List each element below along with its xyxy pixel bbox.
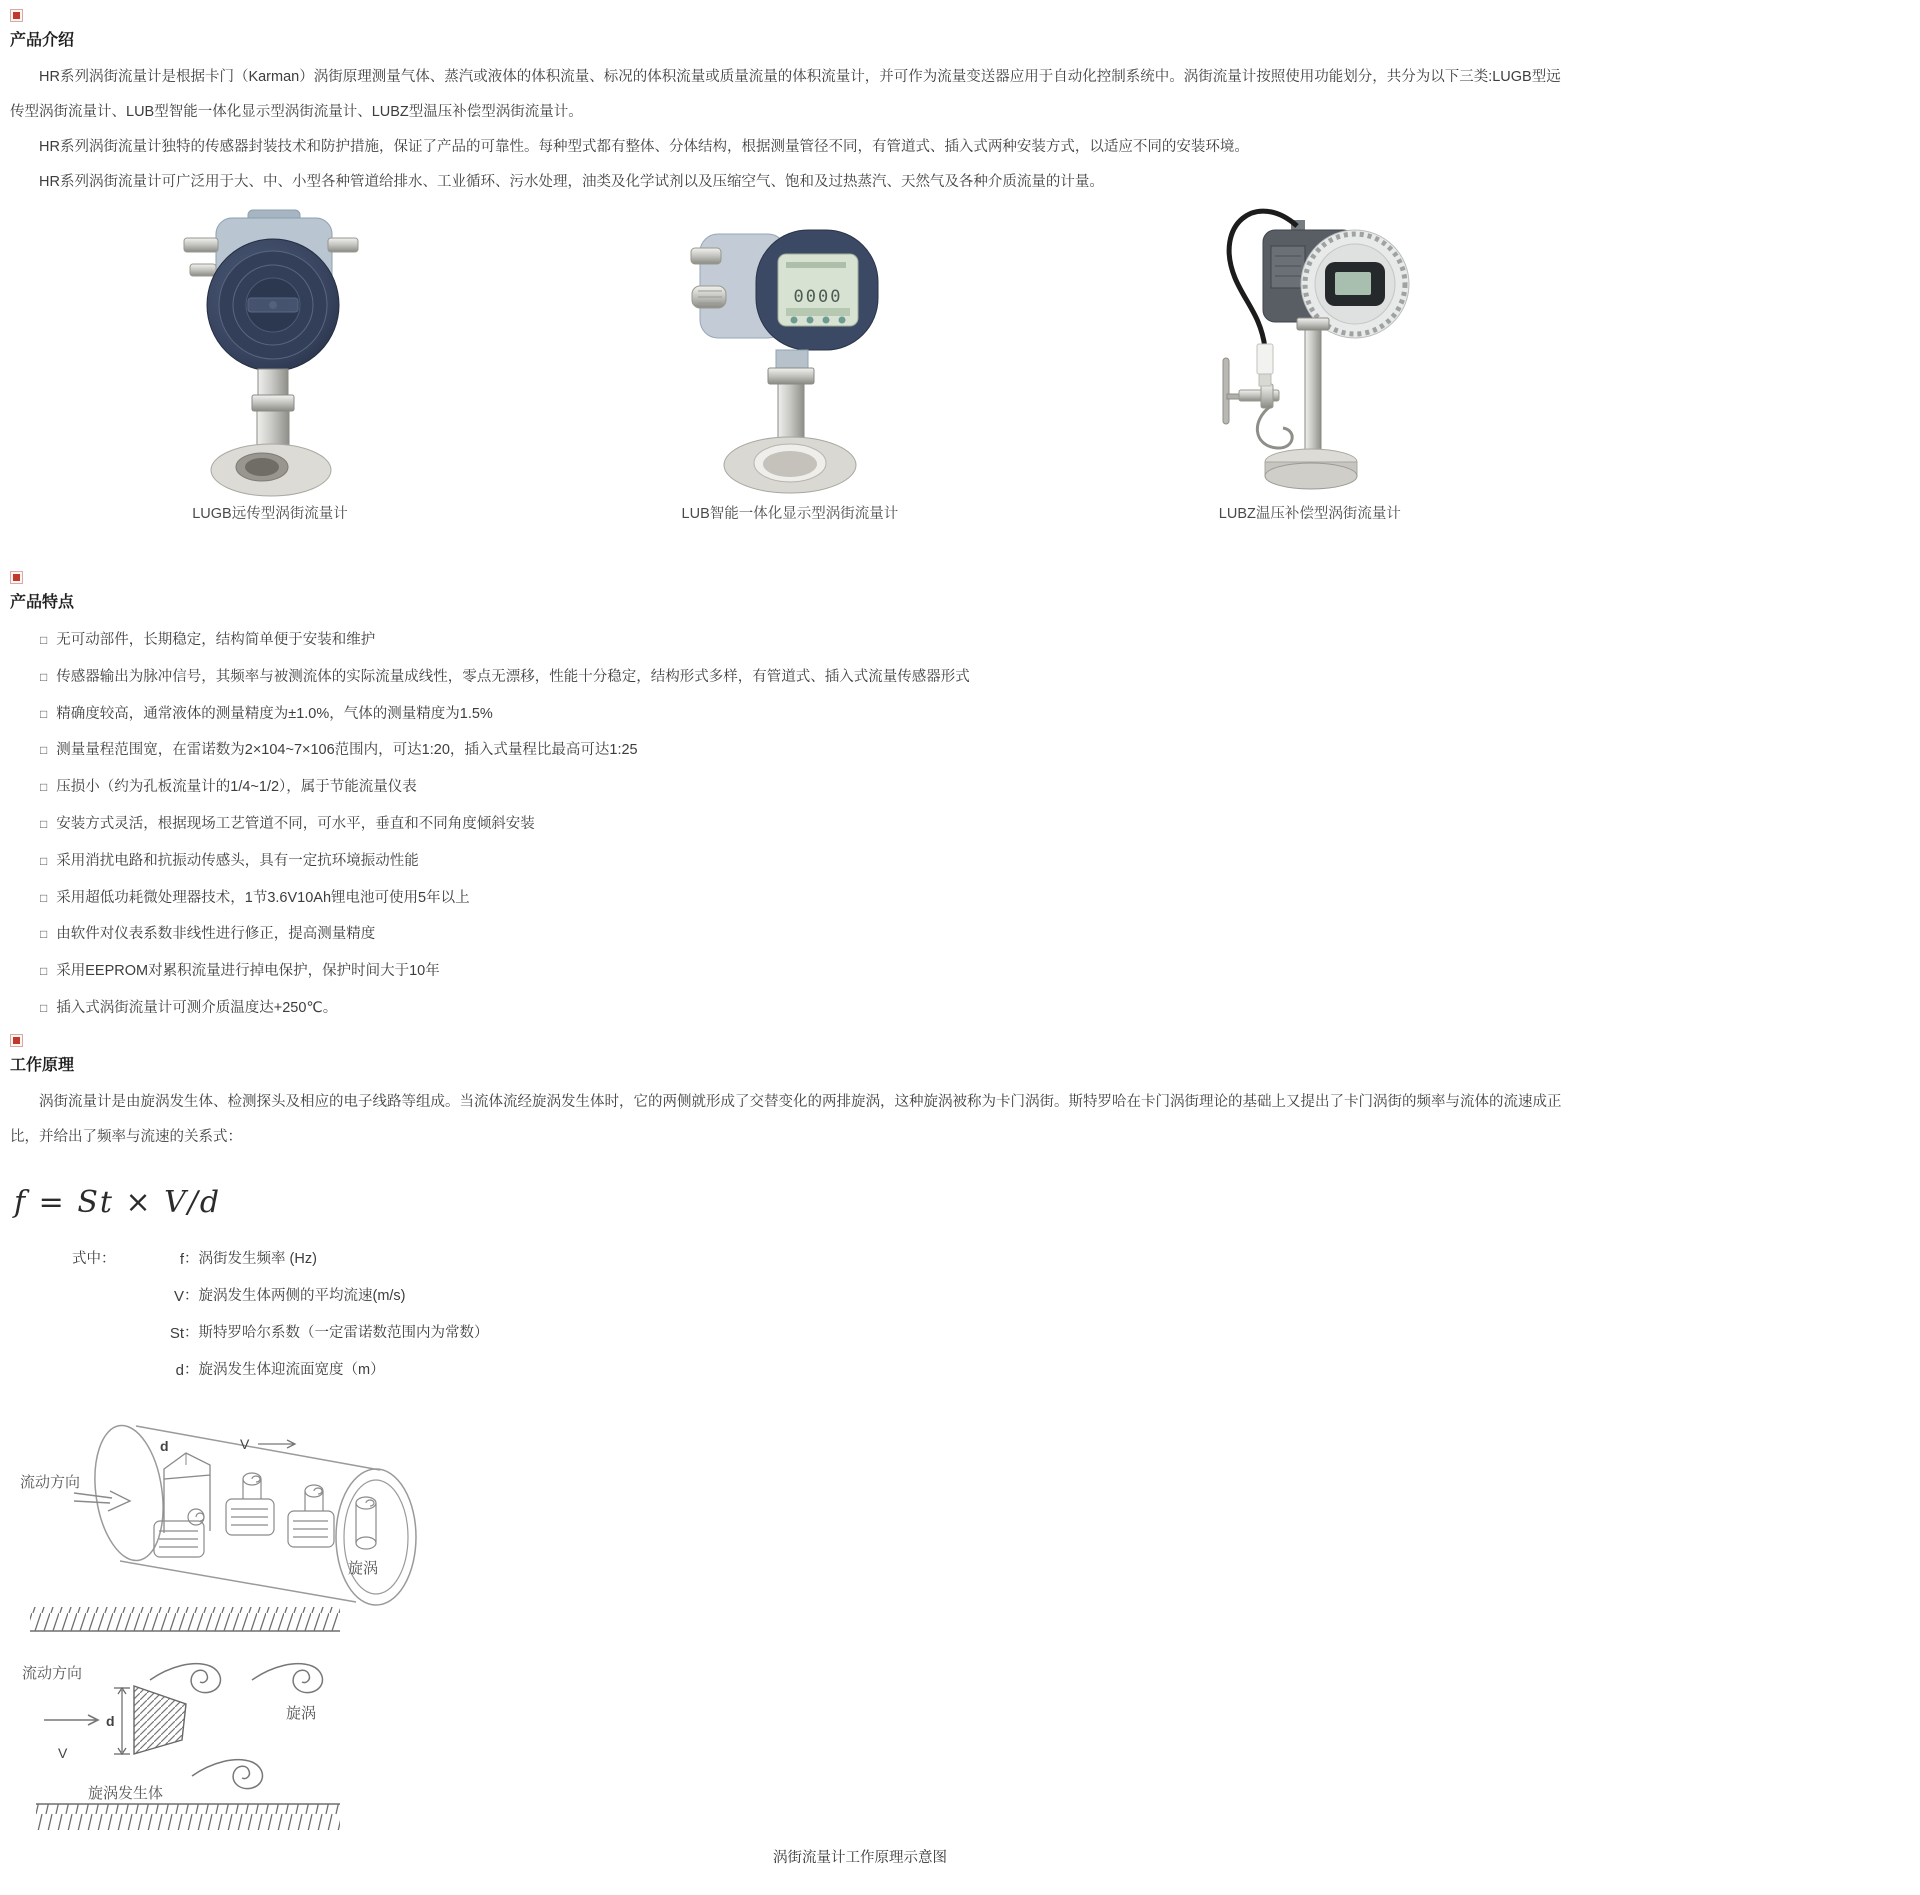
feature-text: 由软件对仪表系数非线性进行修正，提高测量精度 xyxy=(56,926,376,943)
square-bullet-icon: □ xyxy=(40,890,48,905)
vortex-label: 旋涡 xyxy=(348,1559,379,1577)
product-caption: LUGB远传型涡街流量计 xyxy=(192,506,348,522)
bluff-body-diagram xyxy=(14,1658,1570,1839)
intro-heading: 产品介绍 xyxy=(10,32,75,49)
product-caption: LUBZ温压补偿型涡街流量计 xyxy=(1218,506,1401,522)
feature-text: 采用超低功耗微处理器技术，1节3.6V10Ah锂电池可使用5年以上 xyxy=(56,889,470,906)
square-bullet-icon: □ xyxy=(40,669,48,684)
formula-definitions xyxy=(72,1241,1570,1389)
broken-image-icon xyxy=(10,1034,23,1047)
definition-row: V ：旋涡发生体两侧的平均流速(m/s) xyxy=(173,1287,406,1305)
feature-text: 采用消扰电路和抗振动传感头，具有一定抗环境振动性能 xyxy=(56,852,419,869)
section-marker-row xyxy=(10,6,1570,26)
lugb-flowmeter-photo xyxy=(170,206,370,498)
product-card-lugb xyxy=(10,206,530,530)
diagram-caption: 涡街流量计工作原理示意图 xyxy=(773,1849,947,1866)
feature-item xyxy=(40,806,1570,843)
definition-row: 式中： f ：涡街发生频率 (Hz) xyxy=(72,1250,317,1268)
feature-item xyxy=(40,659,1570,696)
feature-item xyxy=(40,953,1570,990)
d-label: d xyxy=(106,1712,115,1729)
feature-text: 压损小（约为孔板流量计的1/4~1/2），属于节能流量仪表 xyxy=(56,779,417,796)
v-label: V xyxy=(240,1435,250,1452)
broken-image-icon xyxy=(10,571,23,584)
intro-paragraph: HR系列涡街流量计可广泛用于大、中、小型各种管道给排水、工业循环、污水处理，油类及化学试剂以及压缩空气、饱和及过热蒸汽、天然气及各种介质流量的计量。 xyxy=(39,174,1104,190)
product-gallery xyxy=(10,206,1570,530)
feature-text: 传感器输出为脉冲信号，其频率与被测流体的实际流量成线性，零点无漂移，性能十分稳定，结构形式多样，有管道式、插入式流量传感器形式 xyxy=(56,668,970,685)
feature-text: 精确度较高，通常液体的测量精度为±1.0%，气体的测量精度为1.5% xyxy=(56,705,493,722)
square-bullet-icon: □ xyxy=(40,927,48,942)
lubz-flowmeter-photo xyxy=(1205,206,1415,498)
square-bullet-icon: □ xyxy=(40,706,48,721)
square-bullet-icon: □ xyxy=(40,816,48,831)
feature-item xyxy=(40,880,1570,917)
flow-direction-label: 流动方向 xyxy=(22,1664,83,1682)
square-bullet-icon: □ xyxy=(40,780,48,795)
feature-item xyxy=(40,990,1570,1027)
feature-text: 插入式涡街流量计可测介质温度达+250℃。 xyxy=(56,999,338,1016)
feature-item xyxy=(40,916,1570,953)
vortex-label: 旋涡 xyxy=(286,1704,317,1722)
lcd-reading: 0000 xyxy=(793,287,843,307)
feature-text: 无可动部件，长期稳定，结构简单便于安装和维护 xyxy=(56,632,376,648)
intro-paragraph: HR系列涡街流量计独特的传感器封装技术和防护措施，保证了产品的可靠性。每种型式都有整体、分体结构，根据测量管径不同，有管道式、插入式两种安装方式，以适应不同的安装环境。 xyxy=(39,139,1249,155)
intro-paragraph: HR系列涡街流量计是根据卡门（Karman）涡街原理测量气体、蒸汽或液体的体积流量、标况的体积流量或质量流量的体积流量计，并可作为流量变送器应用于自动化控制系统中。涡街流量计按照使用功能划分，共分为以下三类:LUGB型远传型涡街流量计、LUB型智能一体化显示型涡街流量计、LUBZ型温压补偿型涡街流量计。 xyxy=(10,69,1561,120)
square-bullet-icon: □ xyxy=(40,633,48,647)
feature-item xyxy=(40,696,1570,733)
product-card-lub xyxy=(530,206,1050,530)
feature-text: 测量量程范围宽，在雷诺数为2×104~7×106范围内，可达1:20，插入式量程比最高可达1:25 xyxy=(56,742,638,759)
feature-text: 采用EEPROM对累积流量进行掉电保护，保护时间大于10年 xyxy=(56,963,440,980)
features-heading: 产品特点 xyxy=(10,594,75,611)
square-bullet-icon: □ xyxy=(40,743,48,758)
flow-direction-label: 流动方向 xyxy=(20,1473,81,1491)
v-label: V xyxy=(58,1744,68,1761)
broken-image-icon xyxy=(10,9,23,22)
lub-flowmeter-photo xyxy=(690,206,890,498)
feature-text: 安装方式灵活，根据现场工艺管道不同，可水平，垂直和不同角度倾斜安装 xyxy=(56,815,535,832)
feature-item xyxy=(40,843,1570,880)
feature-item xyxy=(40,622,1570,659)
square-bullet-icon: □ xyxy=(40,853,48,868)
definition-row: St ：斯特罗哈尔系数（一定雷诺数范围内为常数） xyxy=(169,1324,489,1342)
feature-item xyxy=(40,732,1570,769)
square-bullet-icon: □ xyxy=(40,964,48,979)
feature-list xyxy=(10,622,1570,1027)
vortex-generator-label: 旋涡发生体 xyxy=(88,1784,164,1802)
d-label: d xyxy=(160,1437,169,1454)
definition-row: d ：旋涡发生体迎流面宽度（m） xyxy=(175,1361,385,1379)
pipe-vortex-diagram xyxy=(14,1421,1570,1644)
strouhal-formula: f = St × V/d xyxy=(14,1184,222,1220)
principle-heading: 工作原理 xyxy=(10,1056,75,1074)
section-marker-row xyxy=(10,1031,1570,1051)
product-card-lubz xyxy=(1050,206,1570,530)
feature-item xyxy=(40,769,1570,806)
square-bullet-icon: □ xyxy=(40,1000,48,1015)
principle-paragraph: 涡街流量计是由旋涡发生体、检测探头及相应的电子线路等组成。当流体流经旋涡发生体时，它的两侧就形成了交替变化的两排旋涡，这种旋涡被称为卡门涡街。斯特罗哈在卡门涡街理论的基础上又提出了卡门涡街的频率与流体的流速成正比，并给出了频率与流速的关系式： xyxy=(10,1093,1562,1145)
product-caption: LUB智能一体化显示型涡街流量计 xyxy=(681,506,899,522)
section-marker-row xyxy=(10,568,1570,588)
